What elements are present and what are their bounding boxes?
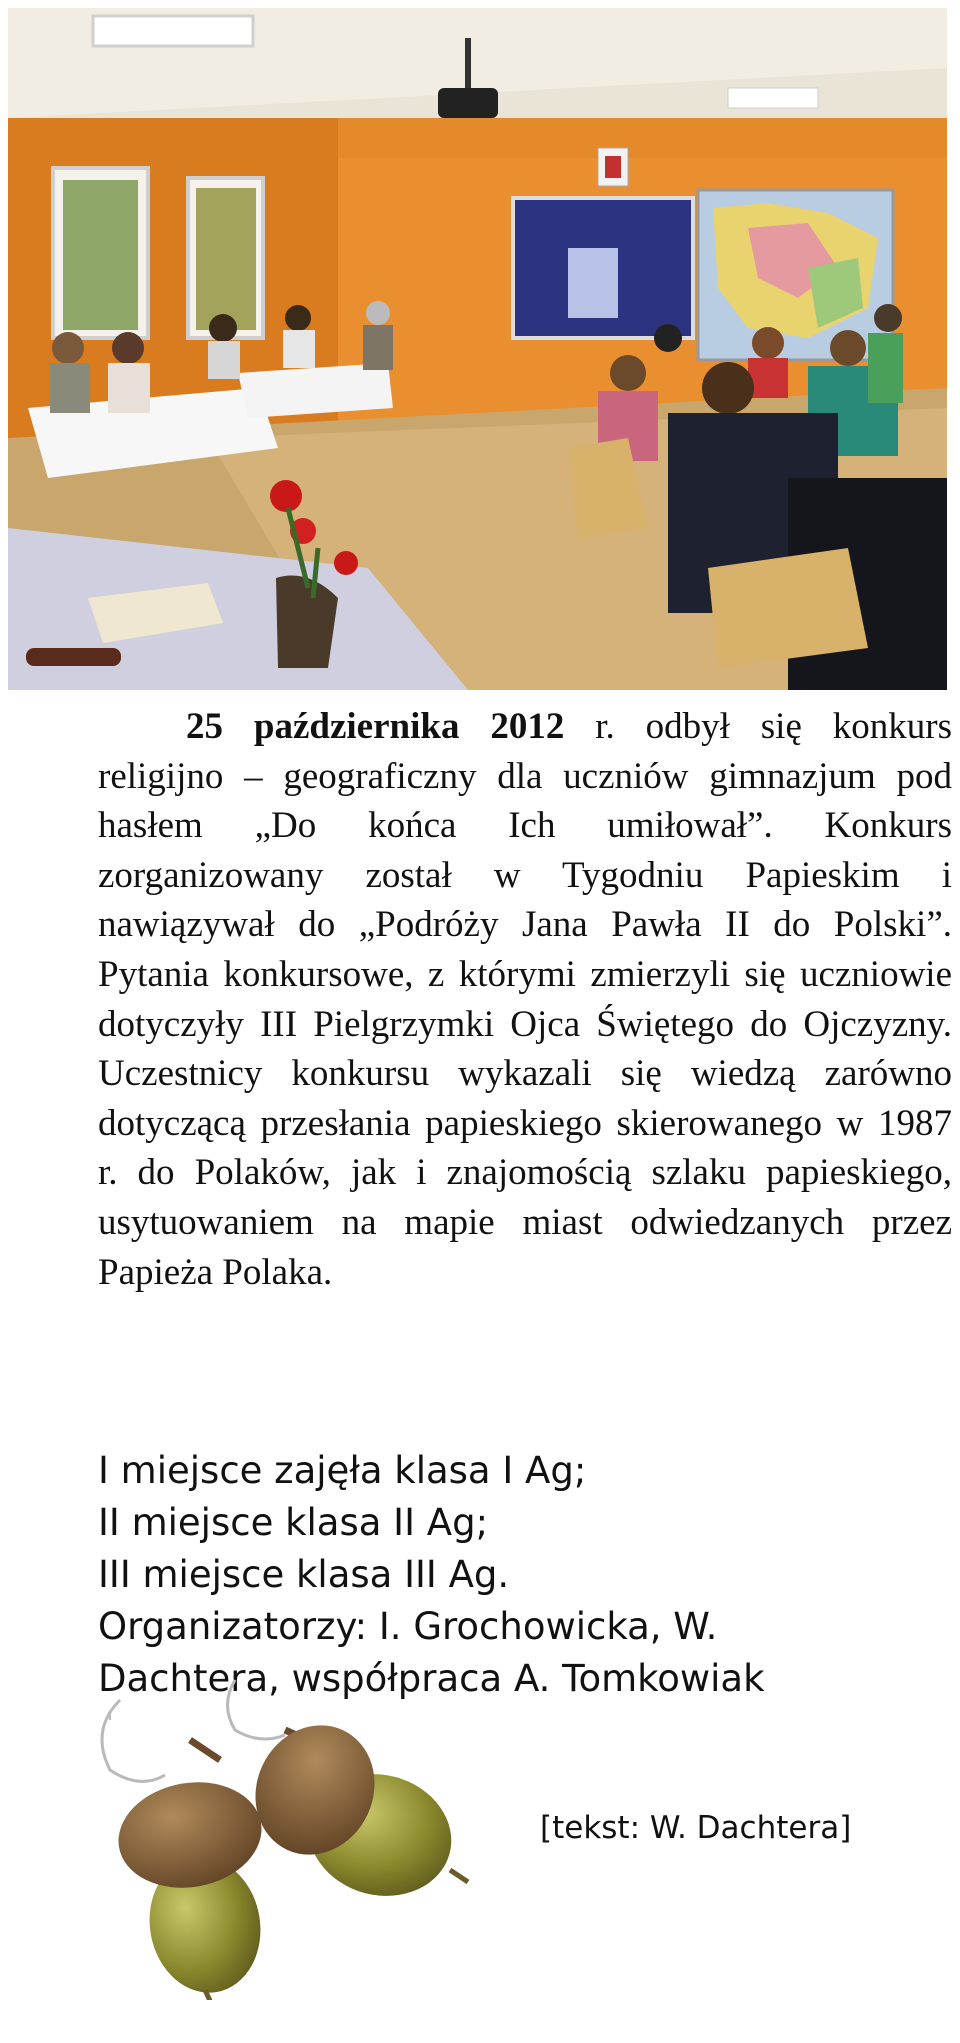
organizers-line-1: Organizatorzy: I. Grochowicka, W. xyxy=(98,1605,718,1648)
classroom-photo xyxy=(8,8,947,690)
organizers-line-2: Dachtera, współpraca A. Tomkowiak xyxy=(98,1657,765,1700)
result-third-place: III miejsce klasa III Ag. xyxy=(98,1553,510,1596)
article-date: 25 października 2012 xyxy=(186,706,565,747)
result-first-place: I miejsce zajęła klasa I Ag; xyxy=(98,1449,587,1492)
article-body: r. odbył się konkurs religijno – geograficzny dla uczniów gimnazjum pod hasłem „Do końca Ich umiłował”. Konkurs zorganizowany został w Tygodniu Papieskim i nawiązywał do „Podróży Jana Pawła II do Polski”. Pytania konkursowe, z którymi zmierzyli się uczniowie dotyczyły III Pielgrzymki Ojca Świętego do Ojczyzny. Uczestnicy konkursu wykazali się wiedzą zarówno dotyczącą przesłania papieskiego skierowanego w 1987 r. do Polaków, jak i znajomością szlaku papieskiego, usytuowaniem na mapie miast odwiedzanych przez Papieża Polaka. xyxy=(98,706,952,1293)
author-signature: [tekst: W. Dachtera] xyxy=(540,1810,852,1846)
article-paragraph xyxy=(98,702,952,1297)
result-second-place: II miejsce klasa II Ag; xyxy=(98,1501,489,1544)
acorn-earrings-image xyxy=(70,1660,540,2000)
